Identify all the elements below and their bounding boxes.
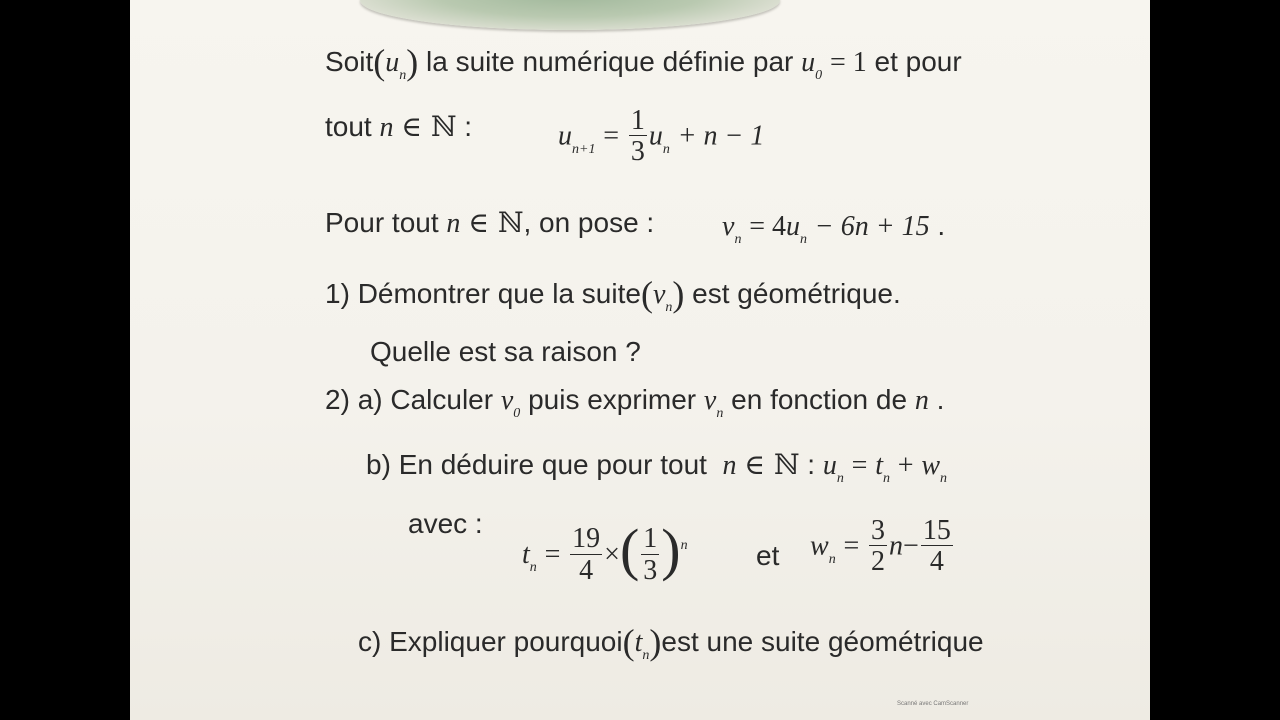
wn-formula: $w_n$ = $\frac{3}{2}$ n− $\frac{15}{4}$ — [810, 515, 951, 578]
vn-formula: $v_n = 4u_n - 6n + 15$ . — [722, 210, 946, 247]
scanner-watermark: Scanné avec CamScanner — [897, 701, 969, 707]
nineteen-quarters-fraction: $\frac{19}{4}$ — [572, 523, 601, 586]
et-word: et — [756, 540, 780, 571]
fifteen-quarters-fraction: $\frac{15}{4}$ — [922, 515, 951, 578]
question-1-line-2: Quelle est sa raison ? — [370, 336, 641, 367]
three-halves-fraction: $\frac{3}{2}$ — [871, 515, 886, 578]
one-third-fraction: $\frac{1}{3}$ — [630, 105, 645, 168]
question-1: 1) Démontrer que la $suite(v_n)$ est géométrique. — [325, 274, 901, 315]
question-2b: b) En déduire que pour tout n ∈ ℕ : $u_n = t_n + w_n$ — [366, 448, 948, 486]
question-2c: c) Expliquer $pourquoi(t_n)est$ une suite géométrique — [358, 622, 984, 663]
scanned-page — [130, 0, 1150, 720]
question-2a: 2) a) Calculer $v_0$ puis exprimer $v_n$ en fonction de n . — [325, 384, 945, 421]
vn-definition-line: Pour tout n ∈ ℕ, on pose : — [325, 206, 655, 239]
intro-line: $Soit(u_n)$ la suite numérique définie par $u_0 = 1$ et pour — [325, 42, 962, 83]
tn-formula: $t_n$ = $\frac{19}{4}$ ×( $\frac{1}{3}$ )$^n$ — [522, 517, 688, 586]
page-top-decoration — [360, 0, 780, 30]
recurrence-line: tout n ∈ ℕ : — [325, 110, 473, 143]
one-third-power-fraction: $\frac{1}{3}$ — [643, 523, 658, 586]
recurrence-formula: $u_{n+1}$ = $\frac{1}{3}$ $u_n + n - 1$ — [558, 105, 765, 168]
avec-line: avec : — [408, 508, 483, 539]
